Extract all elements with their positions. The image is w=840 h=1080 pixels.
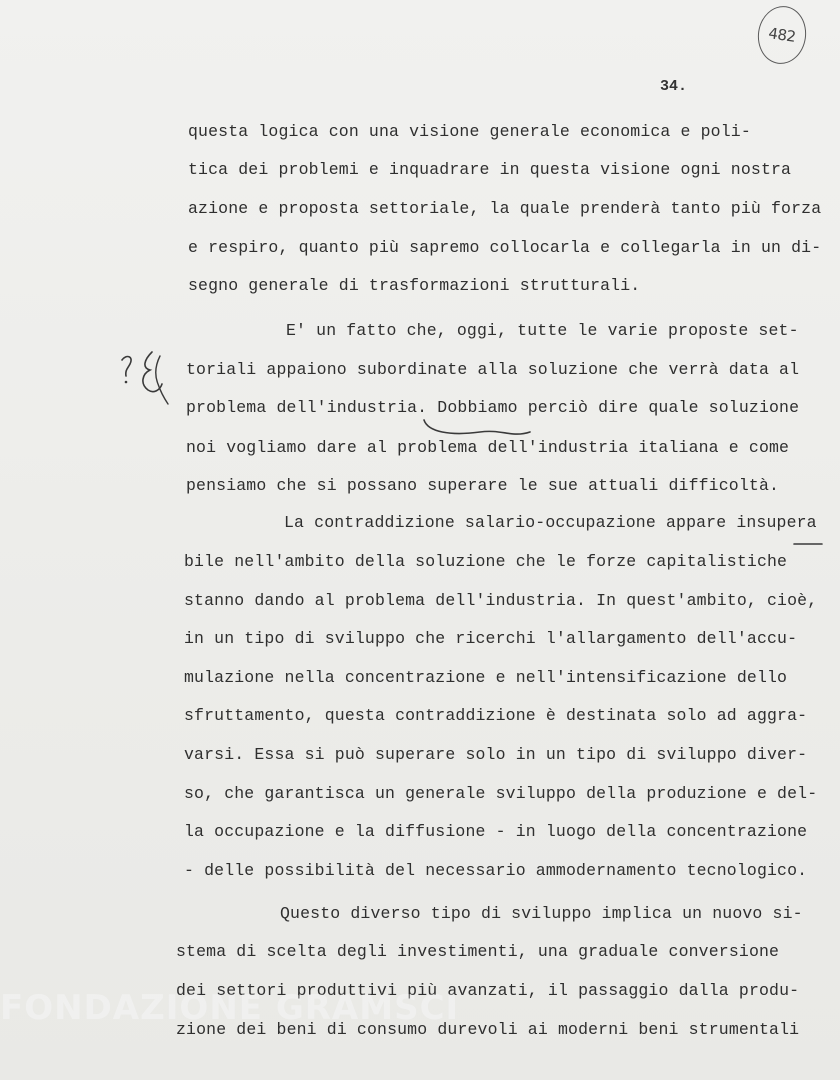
text-line: Questo diverso tipo di sviluppo implica un nuovo si-: [280, 904, 803, 923]
correction-mark-icon: [792, 530, 824, 550]
handwritten-underline-icon: [420, 418, 620, 440]
text-line: segno generale di trasformazioni strutturali.: [188, 276, 641, 295]
text-line: azione e proposta settoriale, la quale prenderà tanto più forza: [188, 199, 822, 218]
archive-number: 482: [767, 24, 797, 46]
text-line: e respiro, quanto più sapremo collocarla e collegarla in un di-: [188, 238, 822, 257]
text-line: in un tipo di sviluppo che ricerchi l'allargamento dell'accu-: [184, 629, 798, 648]
text-line: varsi. Essa si può superare solo in un tipo di sviluppo diver-: [184, 745, 808, 764]
archive-number-stamp: [754, 3, 810, 67]
text-line: stanno dando al problema dell'industria. In quest'ambito, cioè,: [184, 591, 818, 610]
margin-question-annotation-icon: [116, 350, 176, 410]
text-line: bile nell'ambito della soluzione che le forze capitalistiche: [184, 552, 788, 571]
text-line: noi vogliamo dare al problema dell'industria italiana e come: [186, 438, 790, 457]
text-line: pensiamo che si possano superare le sue attuali difficoltà.: [186, 476, 780, 495]
text-line: stema di scelta degli investimenti, una graduale conversione: [176, 942, 780, 961]
text-line: questa logica con una visione generale economica e poli-: [188, 122, 751, 141]
text-line: so, che garantisca un generale sviluppo della produzione e del-: [184, 784, 818, 803]
text-line: E' un fatto che, oggi, tutte le varie proposte set-: [286, 321, 799, 340]
text-line: problema dell'industria. Dobbiamo perciò dire quale soluzione: [186, 398, 800, 417]
text-line: zione dei beni di consumo durevoli ai moderni beni strumentali: [176, 1020, 800, 1039]
text-line: tica dei problemi e inquadrare in questa visione ogni nostra: [188, 160, 792, 179]
text-line: toriali appaiono subordinate alla soluzione che verrà data al: [186, 360, 800, 379]
text-line: dei settori produttivi più avanzati, il passaggio dalla produ-: [176, 981, 800, 1000]
text-line: - delle possibilità del necessario ammodernamento tecnologico.: [184, 861, 808, 880]
text-line: sfruttamento, questa contraddizione è destinata solo ad aggra-: [184, 706, 808, 725]
archive-watermark: FONDAZIONE GRAMSCI: [0, 988, 460, 1028]
page-number: 34.: [660, 78, 688, 95]
text-line: La contraddizione salario-occupazione appare insupera: [284, 513, 817, 532]
text-line: la occupazione e la diffusione - in luogo della concentrazione: [184, 822, 808, 841]
text-line: mulazione nella concentrazione e nell'intensificazione dello: [184, 668, 788, 687]
